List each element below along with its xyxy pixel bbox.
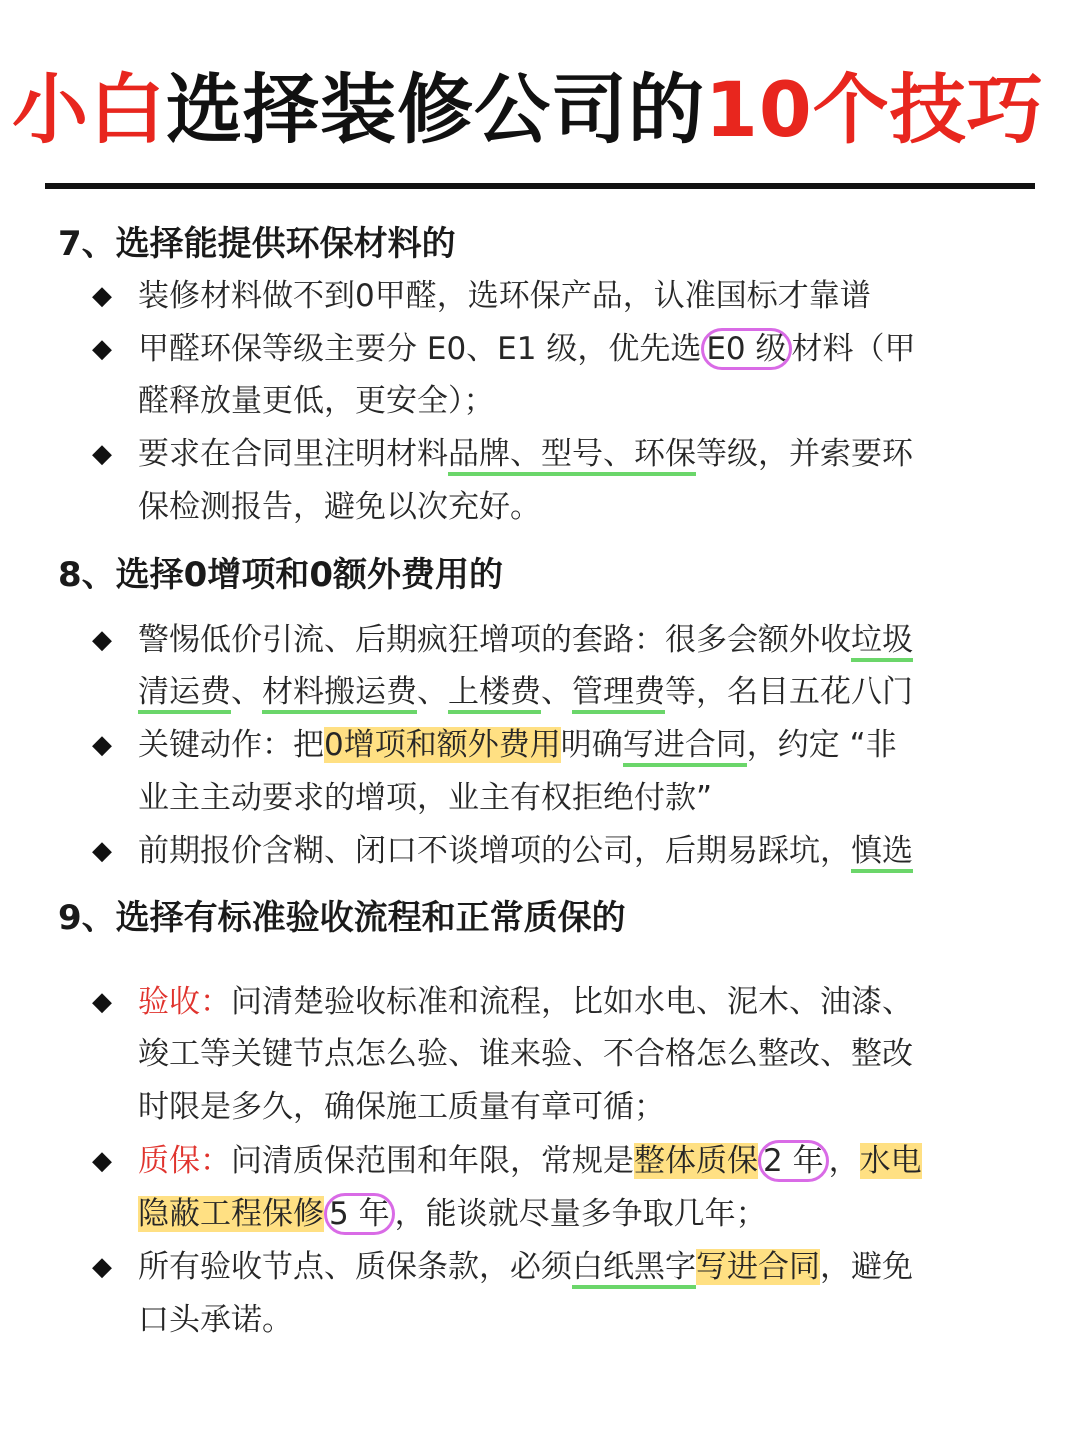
s8-bullet-1-line-2 — [138, 666, 1038, 718]
text-segment: 业主主动要求的增项，业主有权拒绝付款” — [138, 780, 713, 816]
circled-e0-grade: E0 级 — [701, 328, 791, 370]
underlined-term: 上楼费 — [448, 674, 541, 714]
s9-bullet-3-line-1 — [138, 1241, 1038, 1293]
underlined-brand-model: 品牌、型号、环保 — [448, 436, 696, 476]
s7-bullet-1-line-1 — [138, 270, 1038, 322]
highlighted-term: 0增项和额外费用 — [324, 727, 561, 763]
text-segment: 、 — [541, 674, 572, 710]
title-divider — [45, 183, 1035, 189]
s8-bullet-3-line-1 — [138, 825, 1038, 877]
highlighted-term: 整体质保 — [634, 1143, 758, 1179]
diamond-bullet-icon: ◆ — [92, 625, 112, 655]
text-segment: 保检测报告，避免以次充好。 — [138, 489, 541, 525]
text-segment: ，避免 — [820, 1249, 913, 1285]
highlighted-term: 隐蔽工程保修 — [138, 1196, 324, 1232]
s9-bullet-1-line-2 — [138, 1028, 1038, 1080]
section-7-heading: 7、选择能提供环保材料的 — [58, 224, 456, 264]
circled-warranty-years: 5 年 — [324, 1193, 395, 1235]
page-title — [12, 60, 1072, 160]
highlighted-term: 写进合同 — [696, 1249, 820, 1285]
text-segment: 竣工等关键节点怎么验、谁来验、不合格怎么整改、整改 — [138, 1036, 913, 1072]
text-segment: 关键动作：把 — [138, 727, 324, 763]
s9-bullet-2-line-1 — [138, 1135, 1038, 1187]
diamond-bullet-icon: ◆ — [92, 987, 112, 1017]
s9-bullet-2-line-2 — [138, 1188, 1038, 1240]
underlined-term: 垃圾 — [851, 622, 913, 662]
text-segment: 前期报价含糊、闭口不谈增项的公司，后期易踩坑， — [138, 833, 851, 869]
acceptance-label: 验收： — [138, 984, 231, 1020]
warranty-label: 质保： — [138, 1143, 231, 1179]
text-segment: 口头承诺。 — [138, 1302, 293, 1338]
diamond-bullet-icon: ◆ — [92, 1146, 112, 1176]
s9-bullet-1-line-1 — [138, 976, 1038, 1028]
text-segment: 甲醛环保等级主要分 E0、E1 级，优先选 — [138, 331, 702, 367]
text-segment: 等级，并索要环 — [696, 436, 913, 472]
s7-bullet-3-line-2 — [138, 481, 1038, 533]
title-part-black: 选择装修公司的 — [166, 65, 705, 154]
underlined-term: 慎选 — [851, 833, 913, 873]
s8-bullet-2-line-2 — [138, 772, 1038, 824]
underlined-term: 白纸黑字 — [572, 1249, 696, 1289]
s7-bullet-3-line-1 — [138, 428, 1038, 480]
text-segment: ， — [828, 1143, 860, 1179]
text-segment: 等，名目五花八门 — [665, 674, 913, 710]
s9-bullet-1-line-3 — [138, 1081, 1038, 1133]
section-8-heading: 8、选择0增项和0额外费用的 — [58, 555, 503, 595]
text-segment: 、 — [417, 674, 448, 710]
text-segment: 材料（甲 — [791, 331, 916, 367]
text-segment: 装修材料做不到0甲醛，选环保产品，认准国标才靠谱 — [138, 278, 871, 314]
text-segment: 问清质保范围和年限，常规是 — [231, 1143, 634, 1179]
section-9-heading: 9、选择有标准验收流程和正常质保的 — [58, 898, 626, 938]
diamond-bullet-icon: ◆ — [92, 836, 112, 866]
diamond-bullet-icon: ◆ — [92, 1252, 112, 1282]
diamond-bullet-icon: ◆ — [92, 334, 112, 364]
s9-bullet-3-line-2 — [138, 1294, 1038, 1346]
s8-bullet-1-line-1 — [138, 614, 1038, 666]
text-segment: 明确 — [560, 727, 623, 763]
text-segment: 醛释放量更低，更安全）； — [138, 383, 495, 419]
diamond-bullet-icon: ◆ — [92, 439, 112, 469]
underlined-term: 写进合同 — [623, 727, 747, 767]
title-part-red-1: 小白 — [12, 65, 166, 154]
s7-bullet-2-line-2 — [138, 375, 1038, 427]
text-segment: 警惕低价引流、后期疯狂增项的套路：很多会额外收 — [138, 622, 851, 658]
circled-warranty-years: 2 年 — [758, 1140, 829, 1182]
title-part-red-2: 10个技巧 — [705, 65, 1044, 154]
text-segment: 问清楚验收标准和流程，比如水电、泥木、油漆、 — [231, 984, 913, 1020]
underlined-term: 管理费 — [572, 674, 665, 714]
s8-bullet-2-line-1 — [138, 719, 1038, 771]
text-segment: 所有验收节点、质保条款，必须 — [138, 1249, 572, 1285]
text-segment: 要求在合同里注明材料 — [138, 436, 448, 472]
text-segment: ，约定 “非 — [746, 727, 897, 763]
underlined-term: 材料搬运费 — [262, 674, 417, 714]
text-segment: 、 — [231, 674, 262, 710]
text-segment: 时限是多久，确保施工质量有章可循； — [138, 1089, 665, 1125]
diamond-bullet-icon: ◆ — [92, 730, 112, 760]
diamond-bullet-icon: ◆ — [92, 281, 112, 311]
underlined-term: 清运费 — [138, 674, 231, 714]
text-segment: ，能谈就尽量多争取几年； — [394, 1196, 767, 1232]
highlighted-term: 水电 — [859, 1143, 922, 1179]
s7-bullet-2-line-1 — [138, 323, 1038, 375]
